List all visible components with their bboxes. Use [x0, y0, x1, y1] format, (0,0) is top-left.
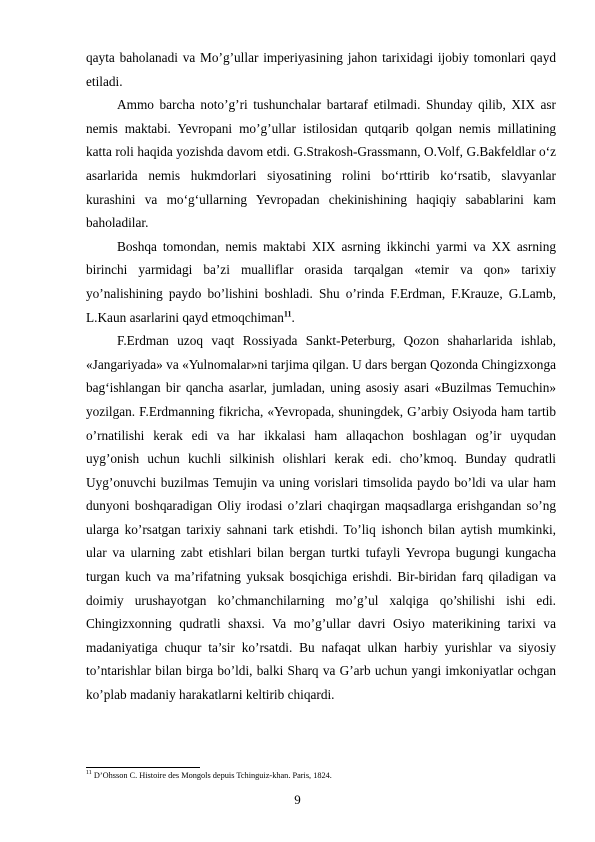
paragraph-3-text: Boshqa tomondan, nemis maktabi XIX asrning ikkinchi yarmi va XX asrning birinchi yarmidagi ba’zi mualliflar orasida tarqalgan «temir va qon» tarixiy yo’nalishining paydo bo’lishini boshladi. Shu o’rinda F.Erdman, F.Krauze, G.Lamb, L.Kaun asarlarini qayd etmoqchiman [86, 238, 556, 325]
page-number: 9 [294, 792, 301, 807]
paragraph-2-text: Ammo barcha noto’g’ri tushunchalar bartaraf etilmadi. Shunday qilib, XIX asr nemis maktabi. Yevropani mo’g’ullar istilosidan qutqarib qolgan nemis millatining katta roli haqida yozishda davom etdi. G.Strakosh-Grassmann, O.Volf, G.Bakfeldlar o‘z asarlarida nemis hukmdorlari siyosatining rolini bo‘rttirib ko‘rsatib, slavyanlar kurashini va mo‘g‘ullarning Yevropadan chekinishining haqiqiy sabablarini kam baholadilar. [86, 97, 556, 231]
paragraph-4-text: F.Erdman uzoq vaqt Rossiyada Sankt-Peterburg, Qozon shaharlarida ishlab, «Jangariyada» va «Yulnomalar»ni tarjima qilgan. U dars bergan Qozonda Chingizxonga bag‘ishlangan bir qancha asarlar, jumladan, uning asosiy asari «Buzilmas Temuchin» yozilgan. F.Erdmanning fikricha, «Yevropada, shuningdek, G’arbiy Osiyoda ham tartib o’rnatilishi kerak edi va har ikkalasi ham allaqachon boshlagan og’ir uyqudan uyg’onish uchun kuchli silkinish olishlari kerak edi. cho’kmoq. Bunday qudratli Uyg’onuvchi buzilmas Temujin va uning vorislari timsolida paydo bo’ldi va ular ham dunyoni boshqaradigan Oliy irodasi o’zlari chaqirgan maqsadlarga erishgandan so’ng ularga ko’rsatgan tarixiy sahnani tark etishdi. To’liq ishonch bilan aytish mumkinki, ular va ularning zabt etishlari bilan bergan turtki tufayli Yevropa bugungi kungacha turgan kuch va ma’rifatning yuksak bosqichiga erishdi. Bir-biridan farq qiladigan va doimiy urushayotgan ko’chmanchilarning mo’g’ul xalqiga qo’shilishi ishi edi. Chingizxonning qudratli shaxsi. Va mo’g’ullar davri Osiyo materikining tarixi va madaniyatiga chuqur ta’sir ko’rsatdi. Bu nafaqat ulkan harbiy yurishlar va siyosiy to’ntarishlar bilan birga bo’ldi, balki Sharq va G’arb uchun yangi imkoniyatlar ochgan ko’plab madaniy harakatlarni keltirib chiqardi. [86, 333, 556, 703]
page-body [86, 46, 556, 707]
footnote [86, 770, 556, 782]
paragraph-1-text: qayta baholanadi va Mo’g’ullar imperiyasining jahon tarixidagi ijobiy tomonlari qayd etiladi. [86, 50, 556, 89]
paragraph-3-tail: . [291, 309, 295, 325]
footnote-number: 11 [86, 770, 92, 777]
paragraph-3 [86, 235, 556, 329]
footnote-text: D’Ohsson C. Histoire des Mongols depuis Tchinguiz-khan. Paris, 1824. [93, 771, 332, 780]
paragraph-1 [86, 46, 556, 93]
paragraph-4 [86, 329, 556, 707]
footnote-reference[interactable]: 11 [283, 309, 292, 319]
paragraph-2 [86, 93, 556, 235]
footnote-separator [86, 767, 200, 768]
